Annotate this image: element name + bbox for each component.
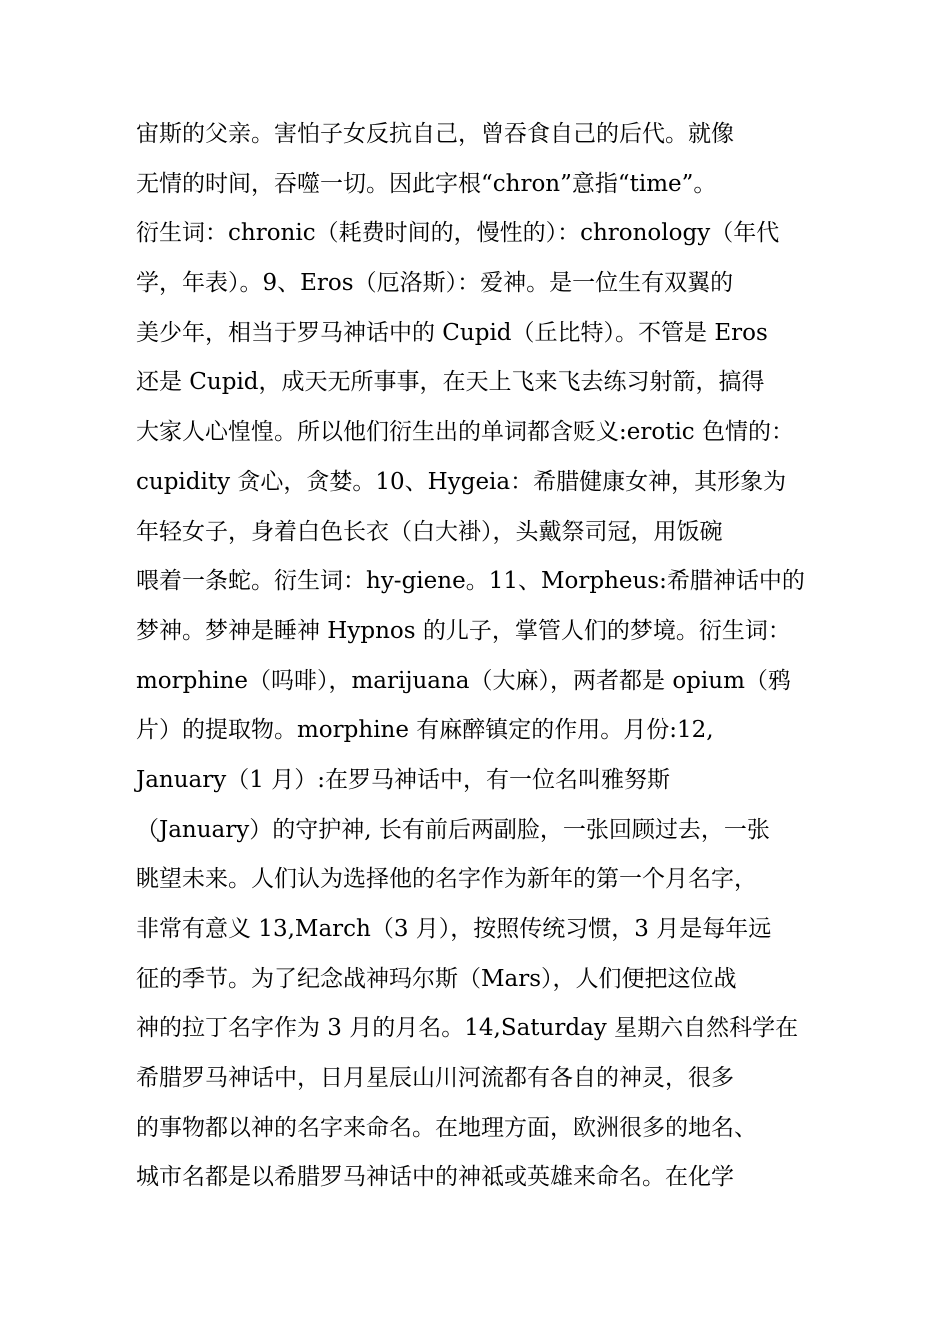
text-line: morphine（吗啡），marijuana（大麻），两者都是 opium（鸦 <box>136 667 791 694</box>
text-line: 无情的时间，吞噬一切。因此字根“chron”意指“time”。 <box>136 170 717 197</box>
text-line: 片）的提取物。morphine 有麻醉镇定的作用。月份:12, <box>136 717 714 744</box>
text-line: 的事物都以神的名字来命名。在地理方面，欧洲很多的地名、 <box>136 1114 757 1141</box>
text-line: 眺望未来。人们认为选择他的名字作为新年的第一个月名字， <box>136 866 757 893</box>
text-line: 征的季节。为了纪念战神玛尔斯（Mars），人们便把这位战 <box>136 965 737 992</box>
text-line: 还是 Cupid，成天无所事事，在天上飞来飞去练习射箭，搞得 <box>136 369 765 396</box>
text-line: 大家人心惶惶。所以他们衍生出的单词都含贬义:erotic 色情的： <box>136 419 794 446</box>
text-line: January（1 月）:在罗马神话中，有一位名叫雅努斯 <box>136 766 670 793</box>
text-line: 宙斯的父亲。害怕子女反抗自己，曾吞食自己的后代。就像 <box>136 121 734 147</box>
body-text <box>136 110 836 1203</box>
text-line: 年轻女子，身着白色长衣（白大褂），头戴祭司冠，用饭碗 <box>136 518 723 545</box>
text-line: 美少年，相当于罗马神话中的 Cupid（丘比特）。不管是 Eros <box>136 319 768 346</box>
text-line: 神的拉丁名字作为 3 月的月名。14,Saturday 星期六自然科学在 <box>136 1015 799 1042</box>
text-line: 梦神。梦神是睡神 Hypnos 的儿子，掌管人们的梦境。衍生词： <box>136 617 791 644</box>
text-line: cupidity 贪心，贪婪。10、Hygeia：希腊健康女神，其形象为 <box>136 468 787 495</box>
text-line: 喂着一条蛇。衍生词：hy-giene。11、Morpheus:希腊神话中的 <box>136 568 805 595</box>
text-line: 城市名都是以希腊罗马神话中的神祗或英雄来命名。在化学 <box>136 1164 734 1191</box>
text-line: 学，年表）。9、Eros（厄洛斯）：爱神。是一位生有双翼的 <box>136 270 734 297</box>
text-line: 非常有意义 13,March（3 月），按照传统习惯，3 月是每年远 <box>136 916 772 942</box>
text-line: 衍生词：chronic（耗费时间的，慢性的）：chronology（年代 <box>136 220 780 247</box>
text-line: 希腊罗马神话中，日月星辰山川河流都有各自的神灵，很多 <box>136 1065 734 1092</box>
text-line: （January）的守护神, 长有前后两副脸，一张回顾过去，一张 <box>136 816 770 843</box>
